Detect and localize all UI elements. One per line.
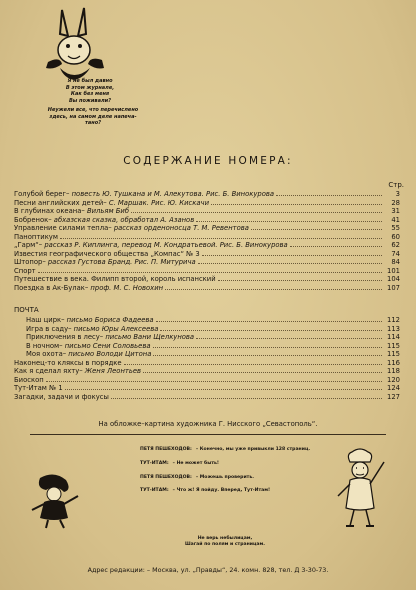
toc-desc: – абхазская сказка, обработал А. Азанов (48, 215, 195, 224)
toc-page: 101 (387, 266, 400, 275)
toc-row[interactable] (14, 350, 400, 359)
dialog-text: – Конечно, мы уже привыкли 128 страниц. (195, 447, 311, 452)
page-column-label: Стр. (388, 181, 404, 189)
blot-line: Как без меня (70, 91, 110, 97)
toc-row[interactable] (14, 258, 400, 267)
toc-page: 120 (387, 375, 400, 384)
toc-row[interactable] (14, 316, 400, 325)
toc-desc: – С. Маршак. Рис. Ю. Кискачи (103, 198, 209, 207)
toc-row[interactable] (14, 376, 400, 385)
closing-line: Шагай по полям и страницам. (184, 542, 265, 547)
toc-page: 84 (391, 258, 400, 266)
toc-title: Управление силами тепла (14, 224, 109, 232)
leader-dots (143, 372, 382, 373)
toc-row[interactable] (14, 207, 400, 216)
toc-row[interactable] (14, 275, 400, 284)
blot-line: В этом журнале, (65, 84, 115, 91)
toc-title: Наш цирк (26, 316, 62, 324)
toc-page: 118 (387, 367, 400, 375)
toc-title: Биоскоп (14, 375, 44, 384)
toc-title: Как я сделал яхту (14, 367, 80, 375)
toc-title: Спорт (14, 266, 36, 275)
dialog-text: – Не может быть! (172, 460, 220, 466)
toc-page: 55 (391, 224, 400, 232)
toc-desc: – Женя Леонтьев (79, 367, 142, 375)
blot-question (28, 107, 158, 127)
dialog-line (140, 488, 330, 494)
toc-page: 3 (395, 190, 400, 198)
toc-title: Приключения в лесу (26, 333, 100, 341)
contents-heading: СОДЕРЖАНИЕ НОМЕРА: (123, 155, 293, 167)
toc-row[interactable] (14, 342, 400, 351)
blot-verse (30, 78, 150, 104)
toc-page: 60 (391, 232, 400, 241)
toc-page: 124 (387, 384, 400, 392)
toc-desc: – письмо Сени Соловьева (59, 341, 151, 350)
dialog-speaker: ТУТ-ИТАМ: (140, 460, 169, 466)
toc-page: 116 (387, 358, 400, 367)
cover-note: На обложке–картина художника Г. Нисского „Севастополь“. (98, 420, 318, 428)
toc-title: Тут-Итам № 1 (14, 384, 63, 392)
toc-title: Штопор (14, 258, 43, 266)
leader-dots (160, 330, 382, 331)
leader-dots (290, 246, 382, 247)
toc-page: 31 (391, 207, 400, 215)
toc-title: Песни английских детей (14, 198, 104, 207)
leader-dots (218, 280, 382, 281)
toc-page: 113 (387, 324, 400, 333)
toc-desc: – письмо Вани Щелкунова (99, 333, 195, 341)
blot-line: Неужели все, что перечислено (47, 107, 139, 113)
toc-page: 107 (387, 283, 400, 292)
toc-title: Известия географического общества „Компас“ № 3 (14, 249, 200, 258)
toc-title: В глубинах океана (14, 207, 82, 215)
dialog-speaker: ПЕТЯ ПЕШЕХОДОВ: (140, 474, 192, 480)
toc-row[interactable] (14, 359, 400, 368)
mail-section-heading: ПОЧТА (14, 306, 39, 314)
blot-line: тано? (84, 120, 102, 126)
dialog-text: – Можешь проверить. (195, 474, 254, 480)
toc-page: 41 (391, 215, 400, 224)
leader-dots (46, 381, 382, 382)
leader-dots (165, 289, 382, 290)
toc-page: 62 (391, 241, 400, 249)
leader-dots (202, 255, 382, 256)
toc-page: 74 (391, 249, 400, 258)
toc-row[interactable] (14, 233, 400, 242)
leader-dots (60, 238, 382, 239)
leader-dots (198, 263, 382, 264)
dialog-speaker: ТУТ-ИТАМ: (140, 488, 169, 494)
toc-desc: – рассказ Р. Киплинга, перевод М. Кондратьевой. Рис. Б. Винокурова (38, 241, 288, 249)
toc-title: Наконец-то кляксы в порядке (14, 358, 122, 367)
toc-row[interactable] (14, 199, 400, 208)
toc-row[interactable] (14, 241, 400, 250)
dialog-text: – Что ж! Я пойду. Вперед, Тут-Итам! (172, 488, 271, 494)
toc-row[interactable] (14, 284, 400, 293)
toc-title: „Гарм“ (14, 241, 39, 249)
toc-row[interactable] (14, 216, 400, 225)
leader-dots (196, 221, 382, 222)
leader-dots (131, 212, 382, 213)
leader-dots (156, 321, 382, 322)
toc-desc: – письмо Бориса Фадеева (61, 316, 154, 324)
blot-line: Вы поживали? (68, 97, 112, 104)
dialog-closing (150, 536, 300, 548)
editorial-address: Адрес редакции: – Москва, ул. „Правды“, 24. комн. 828, тел. Д 3-30-73. (87, 566, 329, 574)
leader-dots (65, 389, 382, 390)
leader-dots (251, 229, 382, 230)
leader-dots (38, 272, 382, 273)
toc-row[interactable] (14, 325, 400, 334)
toc-row[interactable] (14, 333, 400, 342)
toc-title: Путешествие в века. Филипп второй, король испанский (14, 275, 216, 283)
dialog-block (140, 447, 330, 502)
leader-dots (124, 364, 382, 365)
leader-dots (276, 195, 382, 196)
toc-page: 114 (387, 333, 400, 341)
toc-page: 115 (387, 341, 400, 350)
dialog-line (140, 475, 330, 481)
toc-page: 28 (391, 198, 400, 207)
table-of-contents (14, 190, 400, 401)
dialog-line (140, 447, 330, 453)
toc-page: 112 (387, 316, 400, 324)
toc-row[interactable] (14, 250, 400, 259)
chef-drawing (330, 448, 390, 530)
toc-desc: – письмо Володи Цитона (62, 350, 152, 358)
toc-desc: – Вильям Биб (81, 207, 130, 215)
toc-desc: – письмо Юры Алексеева (68, 324, 159, 333)
toc-row[interactable] (14, 367, 400, 376)
child-drawing (26, 470, 82, 530)
dialog-speaker: ПЕТЯ ПЕШЕХОДОВ: (140, 447, 192, 452)
toc-page: 104 (387, 275, 400, 283)
blot-line: здесь, на самом деле напеча- (49, 113, 137, 120)
toc-row[interactable] (14, 190, 400, 199)
toc-title: Загадки, задачи и фокусы (14, 392, 109, 401)
leader-dots (153, 347, 382, 348)
toc-title: Паноптикум (14, 232, 58, 241)
toc-title: Поездка в Ак-Булак (14, 283, 85, 292)
toc-title: Голубой берег (14, 190, 67, 198)
toc-desc: – рассказ орденоносца Т. М. Ревентова (108, 224, 249, 232)
toc-desc: – повесть Ю. Тушкана и М. Алекутова. Рис. Б. Винокурова (66, 190, 275, 198)
leader-dots (111, 398, 382, 399)
toc-title: Бобренок (14, 215, 49, 224)
dialog-line (140, 461, 330, 467)
toc-row[interactable] (14, 393, 400, 402)
toc-desc: – рассказ Густова Бранд. Рис. П. Митурича (42, 258, 196, 266)
ink-blot-hare-drawing (40, 6, 110, 84)
toc-title: Моя охота (26, 350, 63, 358)
toc-title: Игра в саду (26, 324, 69, 333)
leader-dots (211, 204, 382, 205)
toc-row[interactable] (14, 384, 400, 393)
leader-dots (196, 338, 382, 339)
toc-title: В ночном (26, 341, 60, 350)
toc-desc: – проф. М. С. Новохин (84, 283, 164, 292)
closing-line: Не верь небылицам, (197, 536, 253, 541)
divider (30, 434, 386, 435)
blot-line: Я не был давно (67, 78, 113, 84)
toc-row[interactable] (14, 224, 400, 233)
toc-page: 115 (387, 350, 400, 358)
toc-row[interactable] (14, 267, 400, 276)
leader-dots (153, 355, 382, 356)
toc-page: 127 (387, 392, 400, 401)
